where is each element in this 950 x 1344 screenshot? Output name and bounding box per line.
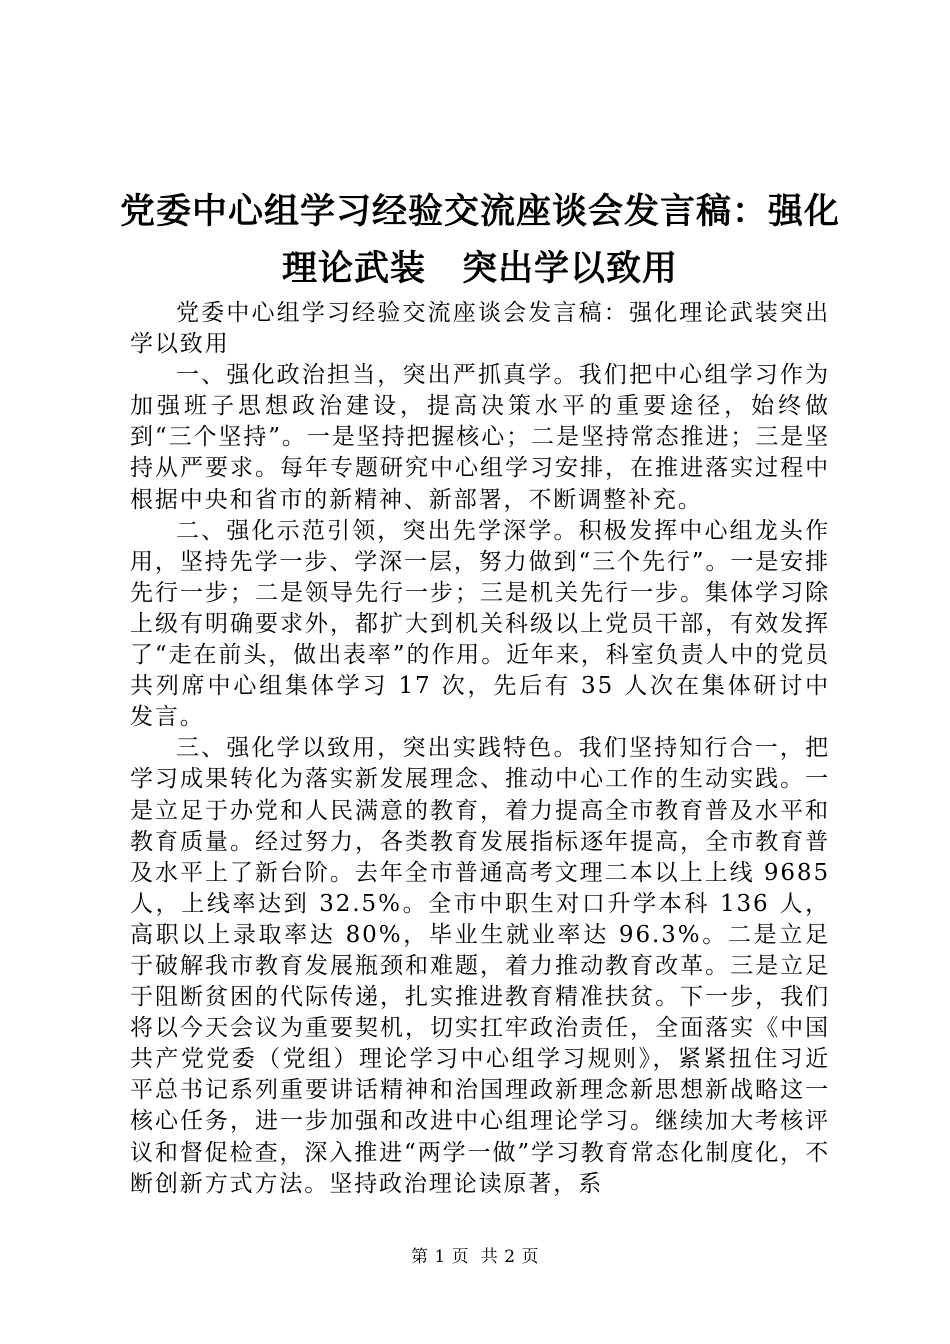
title-line-1: 党委中心组学习经验交流座谈会发言稿：强化 xyxy=(120,192,841,232)
paragraph-subtitle: 党委中心组学习经验交流座谈会发言稿：强化理论武装突出学以致用 xyxy=(130,300,830,358)
paragraph-section-3: 三、强化学以致用，突出实践特色。我们坚持知行合一，把学习成果转化为落实新发展理念、推动中心工作的生动实践。一是立足于办党和人民满意的教育，着力提高全市教育普及水平和教育质量。经过努力，各类教育发展指标逐年提高，全市教育普及水平上了新台阶。去年全市普通高考文理二本以上上线 9685 人，上线率达到 32.5%。全市中职生对口升学本科 136 人，高职以上录取率达 80%，毕业生就业率达 96.3%。二是立足于破解我市教育发展瓶颈和难题，着力推动教育改革。三是立足于阻断贫困的代际传递，扎实推进教育精准扶贫。下一步，我们将以今天会议为重要契机，切实扛牢政治责任，全面落实《中国共产党党委（党组）理论学习中心组学习规则》，紧紧扭住习近平总书记系列重要讲话精神和治国理政新理念新思想新战略这一核心任务，进一步加强和改进中心组理论学习。继续加大考核评议和督促检查，深入推进“两学一做”学习教育常态化制度化，不断创新方式方法。坚持政治理论读原著，系 xyxy=(130,735,830,1197)
page-footer xyxy=(0,1242,950,1267)
document-body xyxy=(130,298,830,1200)
document-title xyxy=(120,184,840,298)
paragraph-section-1: 一、强化政治担当，突出严抓真学。我们把中心组学习作为加强班子思想政治建设，提高决策水平的重要途径，始终做到“三个坚持”。一是坚持把握核心；二是坚持常态推进；三是坚持从严要求。每年专题研究中心组学习安排，在推进落实过程中根据中央和省市的新精神、新部署，不断调整补充。 xyxy=(130,362,830,513)
title-line-2: 理论武装 突出学以致用 xyxy=(281,249,678,289)
page-number: 第 1 页 共 2 页 xyxy=(410,1247,540,1267)
paragraph-section-2: 二、强化示范引领，突出先学深学。积极发挥中心组龙头作用，坚持先学一步、学深一层，努力做到“三个先行”。一是安排先行一步；二是领导先行一步；三是机关先行一步。集体学习除上级有明确要求外，都扩大到机关科级以上党员干部，有效发挥了“走在前头，做出表率”的作用。近年来，科室负责人中的党员共列席中心组集体学习 17 次，先后有 35 人次在集体研讨中发言。 xyxy=(130,517,830,731)
